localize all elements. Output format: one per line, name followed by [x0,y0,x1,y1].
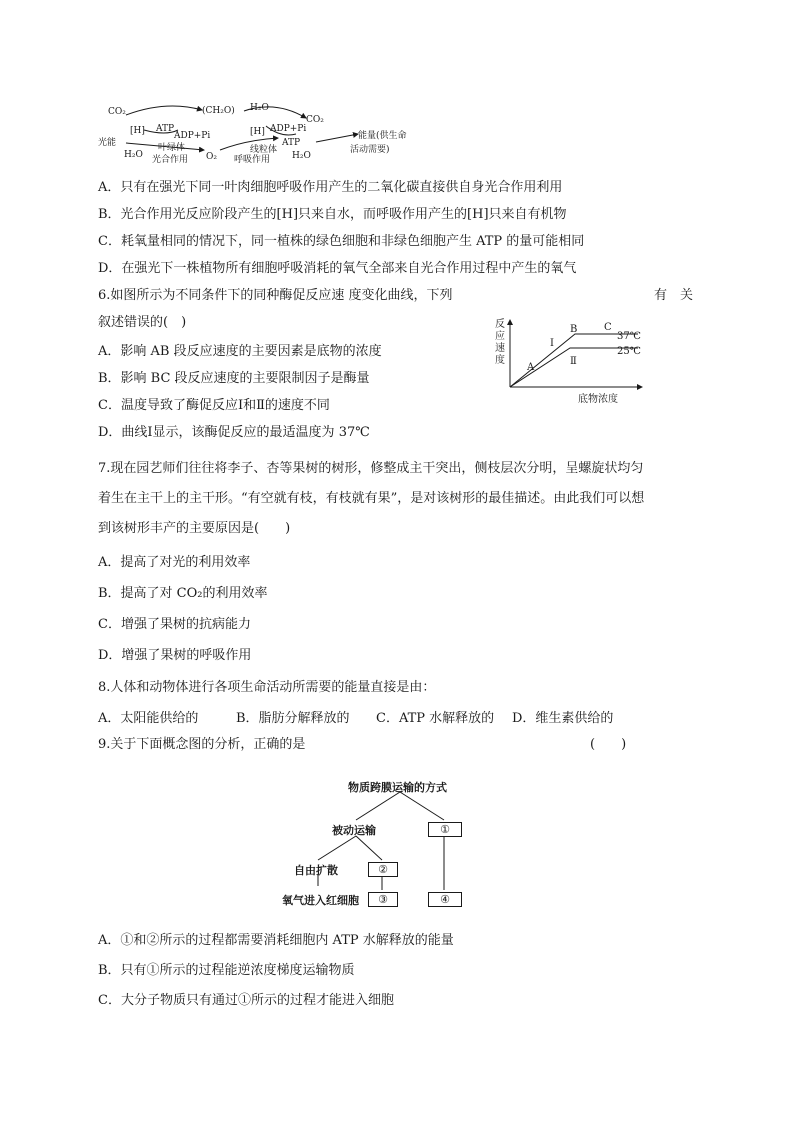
q7-stem-line3: 到该树形丰产的主要原因是( ) [98,521,291,536]
box-3: ③ [368,892,398,907]
h-right-label: [H] [250,127,265,137]
y-label-char4: 度 [495,355,505,366]
o2-label: O₂ [206,152,217,162]
atp-left-label: ATP [156,124,175,134]
co2-out-label: CO₂ [306,115,324,125]
q8-stem: 8.人体和动物体进行各项生命活动所需要的能量直接是由： [98,680,436,695]
q7-option-c: C．增强了果树的抗病能力 [98,617,251,632]
h2o-bottom-label: H₂O [292,151,311,161]
h2o-top-label: H₂O [250,103,269,113]
q6-option-b: B．影响 BC 段反应速度的主要限制因子是酶量 [98,371,370,386]
enzyme-rate-chart [490,312,670,407]
q6-option-d: D．曲线Ⅰ显示，该酶促反应的最适温度为 37℃ [98,425,370,440]
q8-option-c: C．ATP 水解释放的 [376,711,495,726]
h2o-left-label: H₂O [124,150,143,160]
temp-37-label: 37℃ [617,331,641,342]
q6-option-c: C．温度导致了酶促反应Ⅰ和Ⅱ的速度不同 [98,398,330,413]
adp-right-label: ADP+Pi [270,124,307,134]
box-4: ④ [428,892,462,907]
q5-option-c: C．耗氧量相同的情况下，同一植株的绿色细胞和非绿色细胞产生 ATP 的量可能相同 [98,234,585,249]
box-2: ② [368,862,398,877]
curve-2-label: Ⅱ [570,356,577,367]
free-diffusion-label: 自由扩散 [294,864,338,877]
q6-stem-line1-end: 有 关 [654,288,694,303]
q5-option-d: D．在强光下一株植物所有细胞呼吸消耗的氧气全部来自光合作用过程中产生的氧气 [98,261,577,276]
oxygen-into-rbc-label: 氧气进入红细胞 [282,894,359,907]
photosynthesis-respiration-diagram [96,98,416,164]
co2-in-label: CO₂ [108,107,126,117]
q9-answer-paren: ( ) [590,737,627,752]
temp-25-label: 25℃ [617,346,641,357]
diagram-svg [96,98,416,164]
enzyme-chart-svg [490,312,670,407]
passive-transport-label: 被动运输 [332,824,376,837]
q8-option-d: D．维生素供给的 [512,711,614,726]
point-a-label: A [527,362,535,373]
y-label-char1: 反 [495,319,505,330]
q7-option-d: D．增强了果树的呼吸作用 [98,648,252,663]
x-axis-label: 底物浓度 [578,394,618,405]
q5-option-b: B．光合作用光反应阶段产生的[H]只来自水，而呼吸作用产生的[H]只来自有机物 [98,207,567,222]
q7-stem-line2: 着生在主干上的主干形。“有空就有枝，有枝就有果”，是对该树形的最佳描述。由此我们可以想 [98,491,645,506]
y-label-char2: 应 [495,331,505,342]
light-energy-label: 光能 [98,138,117,148]
concept-diagram [282,776,490,908]
box-1: ① [428,822,462,837]
q6-option-a: A．影响 AB 段反应速度的主要因素是底物的浓度 [98,344,382,359]
q9-stem: 9.关于下面概念图的分析，正确的是 [98,737,306,752]
concept-diagram-lines [290,776,490,908]
q9-option-a: A．①和②所示的过程都需要消耗细胞内 ATP 水解释放的能量 [98,933,454,948]
energy-label-line1: 能量(供生命 [358,131,407,141]
q7-option-b: B．提高了对 CO₂的利用效率 [98,586,268,601]
q7-stem-line1: 7.现在园艺师们往往将李子、杏等果树的树形，修整成主干突出，侧枝层次分明，呈螺旋状均匀 [98,461,644,476]
q6-stem-line1: 6.如图所示为不同条件下的同种酶促反应速 度变化曲线，下列 [98,288,453,303]
diagram-title: 物质跨膜运输的方式 [348,781,447,794]
h-left-label: [H] [130,126,145,136]
ch2o-label: (CH₂O) [202,106,235,116]
chloroplast-label: 叶绿体 [158,143,186,153]
respiration-label: 呼吸作用 [234,155,271,164]
adp-left-label: ADP+Pi [174,131,211,141]
q7-option-a: A．提高了对光的利用效率 [98,555,251,570]
q6-stem-line2: 叙述错误的( ) [98,315,187,330]
energy-label-line2: 活动需要) [350,145,390,155]
mitochondria-label: 线粒体 [250,145,278,155]
atp-right-label: ATP [282,138,301,148]
point-c-label: C [604,322,612,333]
q8-option-b: B．脂肪分解释放的 [236,711,350,726]
q9-option-c: C．大分子物质只有通过①所示的过程才能进入细胞 [98,993,394,1008]
q8-option-a: A．太阳能供给的 [98,711,199,726]
photosynthesis-label: 光合作用 [152,155,189,164]
q9-option-b: B．只有①所示的过程能逆浓度梯度运输物质 [98,963,355,978]
q5-option-a: A．只有在强光下同一叶肉细胞呼吸作用产生的二氧化碳直接供自身光合作用利用 [98,180,563,195]
point-b-label: B [570,324,578,335]
curve-1-label: Ⅰ [550,338,554,349]
y-label-char3: 速 [495,343,505,354]
